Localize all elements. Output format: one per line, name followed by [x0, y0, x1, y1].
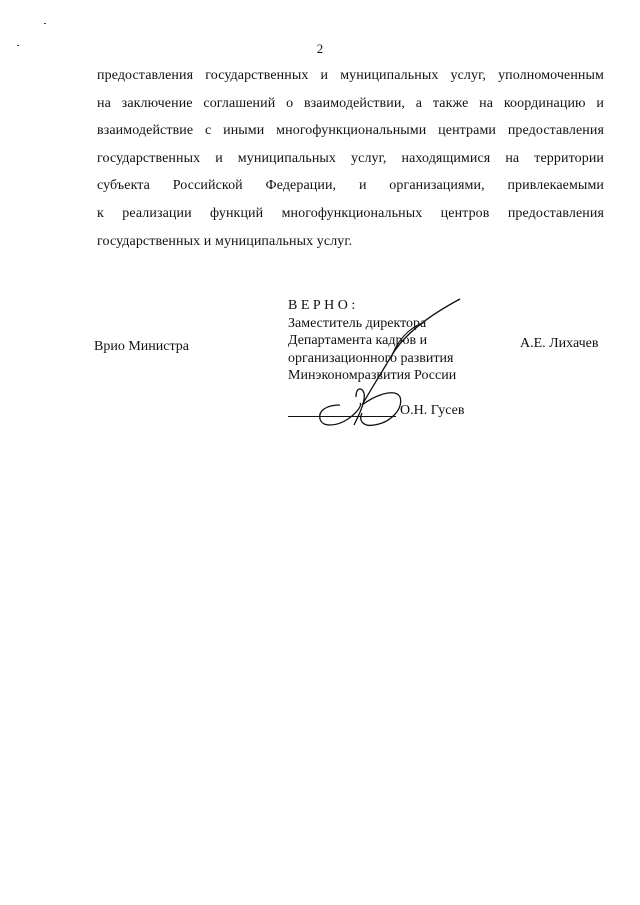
body-line: государственных и муниципальных услуг, находящимися на территории — [97, 150, 604, 166]
body-line: предоставления государственных и муниципальных услуг, уполномоченным — [97, 68, 604, 83]
page-number: 2 — [316, 41, 324, 56]
signatory-name: А.Е. Лихачев — [520, 336, 599, 351]
body-line: взаимодействие с иными многофункциональными центрами предоставления — [97, 123, 604, 139]
signatory-position: Врио Министра — [94, 339, 189, 354]
certification-title-line: организационного развития — [288, 350, 454, 366]
scan-speck — [44, 23, 46, 24]
body-line: на заключение соглашений о взаимодействии, а также на координацию и — [97, 95, 604, 111]
certification-title-line: Минэкономразвития России — [288, 368, 457, 383]
handwritten-signature — [300, 293, 480, 433]
certification-heading: ВЕРНО: — [288, 298, 359, 313]
body-line: к реализации функций многофункциональных центров предоставления — [97, 205, 604, 221]
certification-title-line: Заместитель директора — [288, 315, 427, 331]
body-paragraph — [97, 62, 604, 255]
body-line: государственных и муниципальных услуг. — [97, 233, 353, 249]
certification-title-line: Департамента кадров и — [288, 333, 428, 348]
body-line: субъекта Российской Федерации, и организациями, привлекаемыми — [97, 178, 604, 194]
certification-signer-name: О.Н. Гусев — [400, 403, 465, 418]
